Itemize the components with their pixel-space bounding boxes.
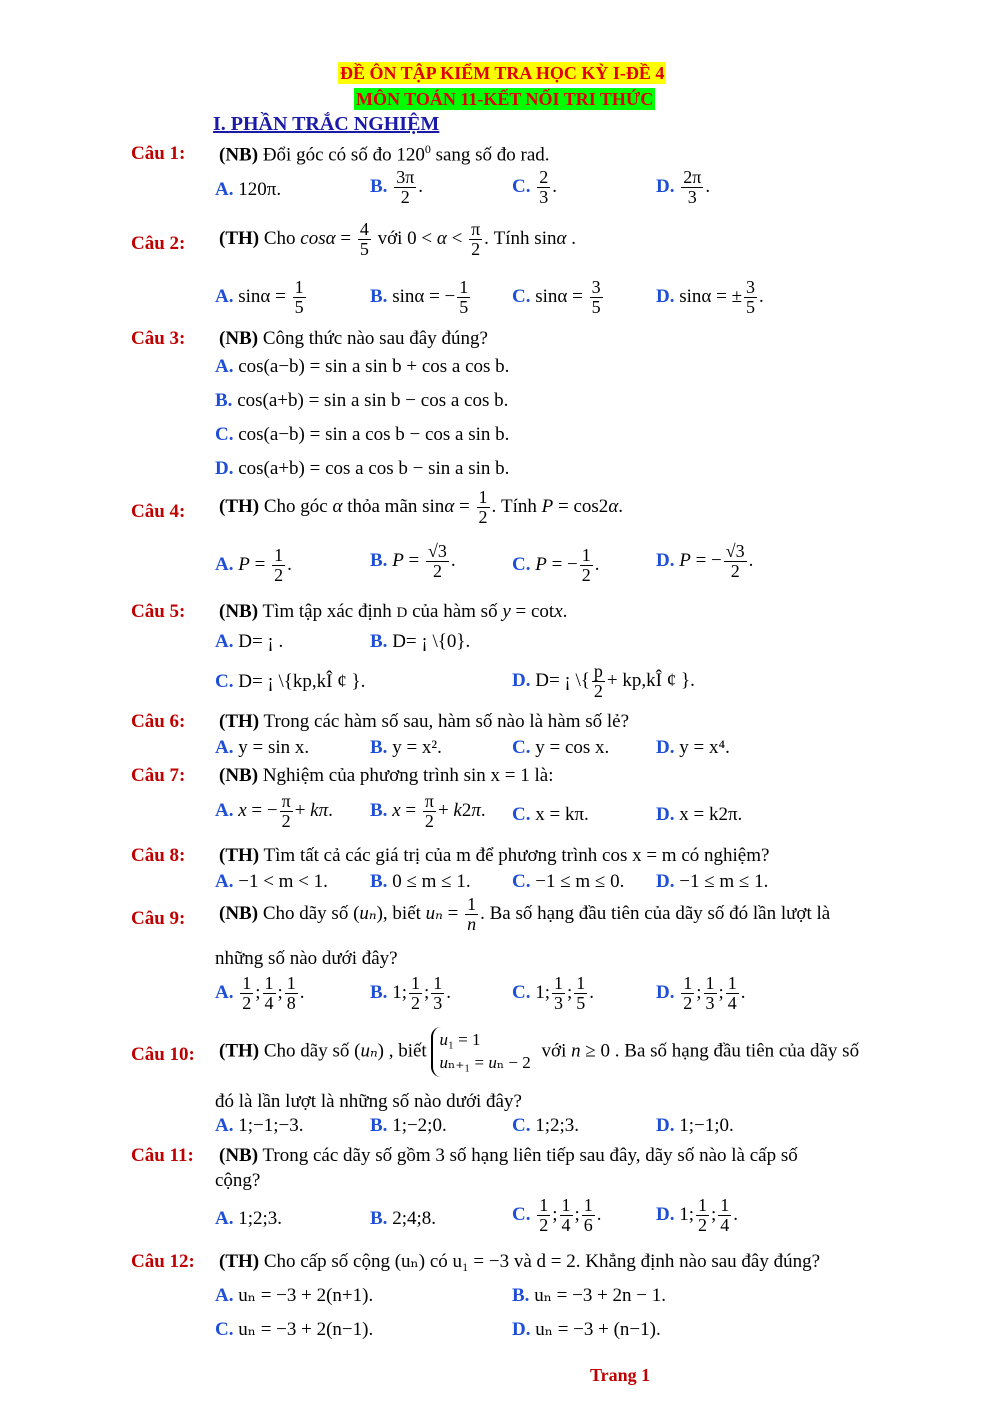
option-text: −1 < m < 1. <box>238 871 328 892</box>
question-stem-continued: những số nào dưới đây? <box>215 948 398 969</box>
option-b: B. 1; $\frac{1}{2}$ ; $\frac{1}{3}$ . <box>370 973 451 1013</box>
option-b <box>215 389 508 413</box>
option-b: B. x = $\frac{\pi}{2}$ + k2π. <box>370 791 486 831</box>
option-text: y = x⁴. <box>679 737 730 758</box>
question-level: (NB) <box>219 1145 259 1166</box>
question-stem <box>219 764 554 788</box>
question-number: Câu 6: <box>131 711 186 732</box>
option-label: A. <box>215 631 234 652</box>
option-label: B. <box>215 390 233 411</box>
option-label: A. <box>215 553 234 575</box>
option-text: 1;−1;−3. <box>238 1115 304 1136</box>
question-level: (NB) <box>219 601 259 622</box>
question-stem: (NB) Cho dãy số (uₙ), biết uₙ = $\frac{1}{n}$ . Ba số hạng đầu tiên của dãy số đó lần lượt là <box>219 894 831 934</box>
option-label: A. <box>215 179 234 200</box>
question-stem <box>219 327 488 351</box>
option-label: B. <box>370 631 388 652</box>
option-c <box>215 1318 373 1342</box>
option-c: C. 1; $\frac{1}{3}$ ; $\frac{1}{5}$ . <box>512 973 595 1013</box>
question-level: (NB) <box>219 765 259 786</box>
question-stem <box>219 710 629 734</box>
option-text: 0 ≤ m ≤ 1. <box>392 871 471 892</box>
option-label: B. <box>370 799 388 821</box>
option-label: D. <box>656 1115 675 1136</box>
option-a <box>215 1284 373 1308</box>
option-d: D. $\frac{2\pi}{3}$ . <box>656 167 711 207</box>
option-b: B. sinα = − $\frac{1}{5}$ <box>370 277 469 317</box>
option-label: A. <box>215 737 234 758</box>
option-label: C. <box>512 804 531 825</box>
question-number: Câu 5: <box>131 601 186 622</box>
option-text: y = x². <box>392 737 442 758</box>
option-b: B. $\frac{3\pi}{2}$ . <box>370 167 424 207</box>
option-label: B. <box>370 737 388 758</box>
option-label: A. <box>215 981 234 1003</box>
option-d: D. sinα = ± $\frac{3}{5}$ . <box>656 277 764 317</box>
question-text: Trong các dãy số gồm 3 số hạng liên tiếp sau đây, dãy số nào là cấp số <box>262 1145 798 1166</box>
question-text: Tìm tất cả các giá trị của m để phương trình cos x = m có nghiệm? <box>263 845 770 866</box>
option-b <box>370 736 442 760</box>
option-text: x = kπ. <box>535 804 589 825</box>
option-text: cos(a−b) = sin a sin b + cos a cos b. <box>238 356 510 377</box>
option-c <box>215 423 509 447</box>
option-text: 1;−2;0. <box>392 1115 447 1136</box>
option-label: A. <box>215 1285 234 1306</box>
option-label: A. <box>215 1115 234 1136</box>
option-c <box>512 1114 579 1138</box>
question-stem <box>219 1144 798 1168</box>
option-a: A. P = $\frac{1}{2}$ . <box>215 545 292 585</box>
option-text: 2;4;8. <box>392 1208 436 1229</box>
question-level: (NB) <box>219 328 259 349</box>
option-label: D. <box>512 1319 531 1340</box>
option-b <box>512 1284 666 1308</box>
question-stem-continued: cộng? <box>215 1170 261 1191</box>
option-label: C. <box>512 1203 531 1225</box>
option-label: A. <box>215 285 234 307</box>
option-text: 1;2;3. <box>238 1208 283 1229</box>
section-heading: I. PHẦN TRẮC NGHIỆM <box>213 113 440 135</box>
page-number: Trang 1 <box>590 1365 651 1385</box>
question-level: (TH) <box>219 495 260 517</box>
option-label: D. <box>512 669 531 691</box>
question-number: Câu 4: <box>131 501 186 522</box>
option-label: B. <box>370 285 388 307</box>
option-label: D. <box>656 1203 675 1225</box>
option-b <box>370 870 471 894</box>
question-stem <box>219 1250 820 1274</box>
exam-subtitle: MÔN TOÁN 11-KẾT NỐI TRI THỨC <box>356 89 654 109</box>
option-text: uₙ = −3 + 2(n+1). <box>238 1285 374 1306</box>
option-text: y = cos x. <box>535 737 610 758</box>
question-stem: (TH) Cho dãy số (uₙ) , biết u₁ = 1 uₙ₊₁ = uₙ − 2 với n ≥ 0 . Ba số hạng đầu tiên của dãy số <box>219 1027 859 1077</box>
option-label: B. <box>370 175 388 197</box>
option-label: C. <box>512 981 531 1003</box>
option-b <box>370 630 470 654</box>
option-text: −1 ≤ m ≤ 1. <box>679 871 769 892</box>
option-a <box>215 630 283 654</box>
option-text: uₙ = −3 + 2(n−1). <box>238 1319 374 1340</box>
question-text: Nghiệm của phương trình sin x = 1 là: <box>262 765 554 786</box>
option-label: A. <box>215 1208 234 1229</box>
question-level: (TH) <box>219 845 260 866</box>
option-label: B. <box>370 1208 388 1229</box>
option-d: D. $\frac{1}{2}$ ; $\frac{1}{3}$ ; $\frac{1}{4}$ . <box>656 973 746 1013</box>
question-number: Câu 10: <box>131 1044 195 1065</box>
option-text: −1 ≤ m ≤ 0. <box>535 871 625 892</box>
option-label: A. <box>215 356 234 377</box>
option-a <box>215 870 328 894</box>
option-label: C. <box>215 1319 234 1340</box>
option-b <box>370 1114 447 1138</box>
question-text: Trong các hàm số sau, hàm số nào là hàm số lẻ? <box>263 711 630 732</box>
option-b <box>370 1207 436 1231</box>
option-label: C. <box>512 285 531 307</box>
option-c <box>512 870 624 894</box>
option-b: B. P = $\frac{√3}{2}$ . <box>370 541 456 581</box>
question-number: Câu 9: <box>131 908 186 929</box>
question-number: Câu 12: <box>131 1251 195 1272</box>
option-a: A. $\frac{1}{2}$ ; $\frac{1}{4}$ ; $\frac{1}{8}$ . <box>215 973 305 1013</box>
question-number: Câu 11: <box>131 1145 194 1166</box>
option-text: D= ¡ . <box>238 631 284 652</box>
option-a <box>215 1114 303 1138</box>
question-stem: (NB) Đổi góc có số đo $120^0$ sang số đo rad. <box>219 142 550 166</box>
question-level: (TH) <box>219 711 260 732</box>
option-c: C. $\frac{1}{2}$ ; $\frac{1}{4}$ ; $\frac{1}{6}$ . <box>512 1195 602 1235</box>
question-level: (NB) <box>219 144 259 166</box>
option-label: B. <box>370 871 388 892</box>
option-label: B. <box>370 1115 388 1136</box>
option-d <box>656 1114 734 1138</box>
option-label: C. <box>512 871 531 892</box>
question-level: (NB) <box>219 902 259 924</box>
question-stem: (NB) Tìm tập xác định D của hàm số y = cotx. <box>219 601 568 622</box>
option-d: D. D= ¡ \{ $\frac{p}{2}$ + kp,kÎ ¢ }. <box>512 661 695 701</box>
option-text: 1;−1;0. <box>679 1115 734 1136</box>
question-number: Câu 3: <box>131 328 186 349</box>
option-label: C. <box>512 553 531 575</box>
option-d <box>656 736 730 760</box>
option-a <box>215 736 309 760</box>
option-c: C. sinα = $\frac{3}{5}$ <box>512 277 601 317</box>
option-d <box>656 870 768 894</box>
option-label: C. <box>512 737 531 758</box>
option-label: D. <box>215 458 234 479</box>
option-label: B. <box>512 1285 530 1306</box>
option-c: C. $\frac{2}{3}$ . <box>512 167 557 207</box>
option-c <box>512 736 609 760</box>
option-label: D. <box>656 549 675 571</box>
option-text: cos(a−b) = sin a cos b − cos a sin b. <box>238 424 510 445</box>
option-label: C. <box>512 1115 531 1136</box>
option-text: x = k2π. <box>679 804 743 825</box>
option-d <box>512 1318 661 1342</box>
option-label: A. <box>215 871 234 892</box>
option-text: uₙ = −3 + (n−1). <box>535 1319 661 1340</box>
option-d <box>215 457 509 481</box>
question-stem: (TH) Cho góc α thỏa mãn sinα = $\frac{1}{2}$ . Tính P = cos2α. <box>219 487 624 527</box>
option-c <box>215 670 365 694</box>
question-stem <box>219 844 769 868</box>
option-d: D. P = − $\frac{√3}{2}$ . <box>656 541 754 581</box>
option-label: C. <box>512 175 531 197</box>
option-text: D= ¡ \{kp,kÎ ¢ }. <box>238 671 366 692</box>
question-level: (TH) <box>219 1251 260 1272</box>
option-text: D= ¡ \{0}. <box>392 631 471 652</box>
option-a: A. sinα = $\frac{1}{5}$ <box>215 277 304 317</box>
option-label: C. <box>215 671 234 692</box>
question-number: Câu 2: <box>131 233 186 254</box>
option-d: D. 1; $\frac{1}{2}$ ; $\frac{1}{4}$ . <box>656 1195 739 1235</box>
option-a: A. x = − $\frac{\pi}{2}$ + kπ. <box>215 791 333 831</box>
option-label: D. <box>656 871 675 892</box>
option-text: cos(a+b) = sin a sin b − cos a cos b. <box>237 390 509 411</box>
question-number: Câu 7: <box>131 765 186 786</box>
question-level: (TH) <box>219 1040 260 1062</box>
question-stem: (TH) Cho cosα = $\frac{4}{5}$ với 0 < α < $\frac{\pi}{2}$ . Tính sinα . <box>219 219 576 259</box>
exam-title: ĐỀ ÔN TẬP KIỂM TRA HỌC KỲ I-ĐỀ 4 <box>340 63 665 83</box>
option-c <box>512 803 589 827</box>
question-number: Câu 1: <box>131 143 186 164</box>
option-text: y = sin x. <box>238 737 310 758</box>
option-label: A. <box>215 799 234 821</box>
option-label: D. <box>656 285 675 307</box>
option-label: D. <box>656 804 675 825</box>
option-label: B. <box>370 549 388 571</box>
option-label: C. <box>215 424 234 445</box>
question-stem-continued: đó là lần lượt là những số nào dưới đây? <box>215 1091 522 1112</box>
question-text: Cho cấp số cộng (uₙ) có u₁ = −3 và d = 2. Khẳng định nào sau đây đúng? <box>263 1251 821 1272</box>
option-text: uₙ = −3 + 2n − 1. <box>534 1285 667 1306</box>
option-label: D. <box>656 737 675 758</box>
question-text: Công thức nào sau đây đúng? <box>262 328 488 349</box>
option-c: C. P = − $\frac{1}{2}$ . <box>512 545 600 585</box>
question-level: (TH) <box>219 227 260 249</box>
question-number: Câu 8: <box>131 845 186 866</box>
option-label: D. <box>656 981 675 1003</box>
option-a <box>215 1207 282 1231</box>
option-label: B. <box>370 981 388 1003</box>
option-a <box>215 355 509 379</box>
option-text: cos(a+b) = cos a cos b − sin a sin b. <box>238 458 510 479</box>
option-d <box>656 803 742 827</box>
option-label: D. <box>656 175 675 197</box>
option-text: 1;2;3. <box>535 1115 580 1136</box>
option-a: A. 120π. <box>215 179 282 200</box>
